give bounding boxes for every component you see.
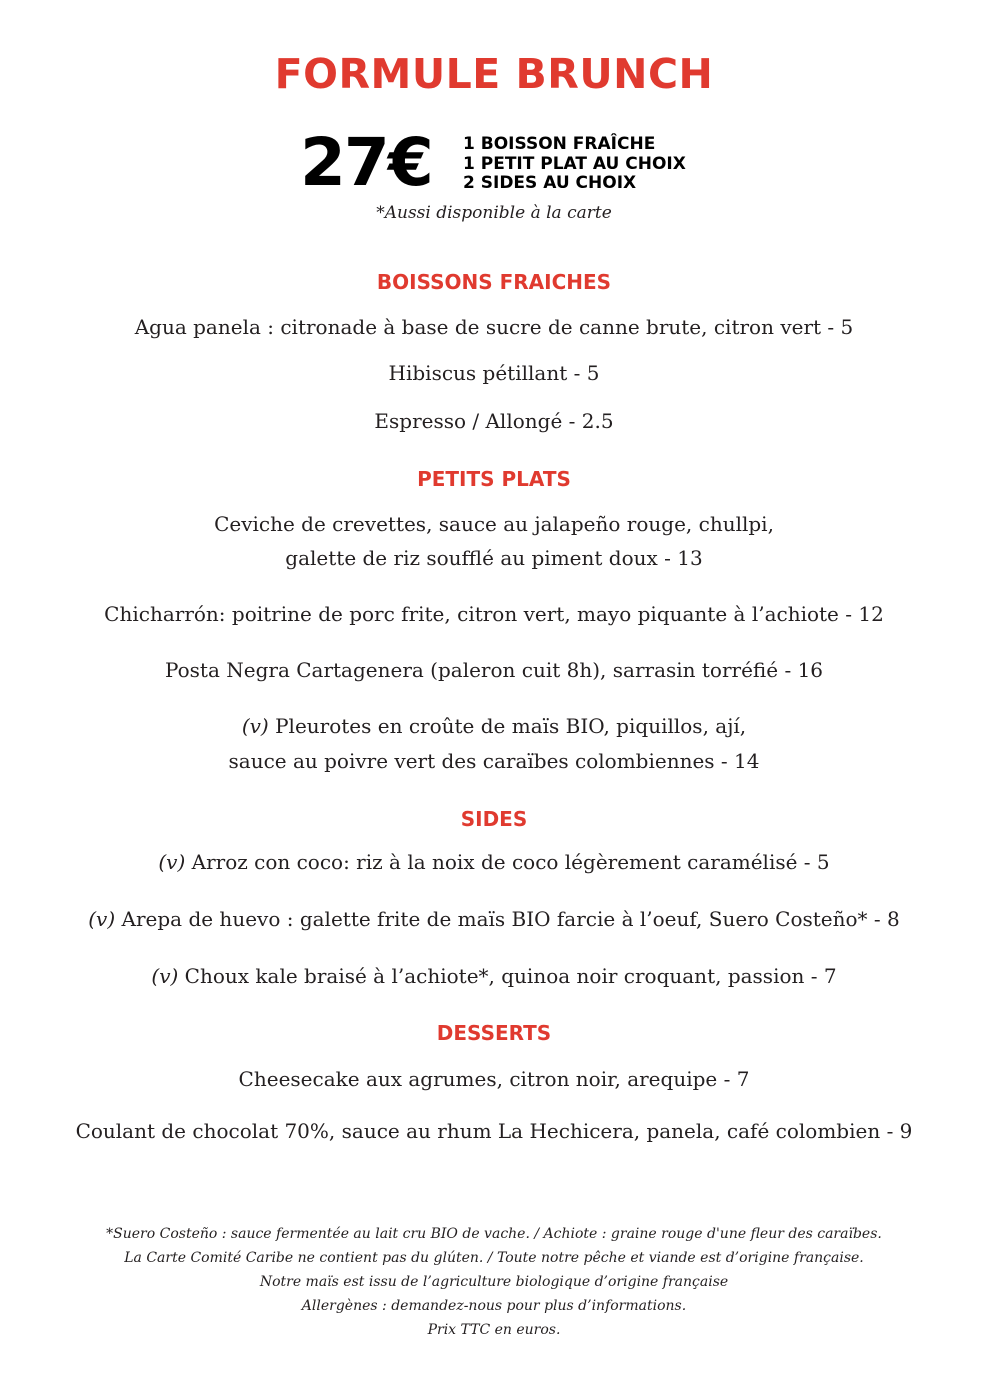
vegetarian-marker: (v) xyxy=(241,714,269,738)
formula-include-sides: 2 SIDES AU CHOIX xyxy=(463,173,637,193)
section-title-sides: SIDES xyxy=(460,807,528,831)
menu-item xyxy=(0,959,988,994)
formula-note: *Aussi disponible à la carte xyxy=(376,203,612,223)
menu-item xyxy=(0,902,988,937)
vegetarian-marker: (v) xyxy=(158,850,186,874)
menu-item: Posta Negra Cartagenera (paleron cuit 8h), sarrasin torréfié - 16 xyxy=(164,658,824,682)
footer-line: *Suero Costeño : sauce fermentée au lait cru BIO de vache. / Achiote : graine rouge d'une fleur des caraïbes. xyxy=(106,1226,882,1242)
section-title-petits-plats: PETITS PLATS xyxy=(417,467,571,491)
formula-include-dish: 1 PETIT PLAT AU CHOIX xyxy=(463,153,686,174)
menu-item-line: Ceviche de crevettes, sauce au jalapeño rouge, chullpi, xyxy=(214,512,774,536)
menu-item: Cheesecake aux agrumes, citron noir, arequipe - 7 xyxy=(238,1067,750,1091)
menu-item xyxy=(0,845,988,880)
menu-item-line xyxy=(0,709,988,744)
section-title-boissons: BOISSONS FRAICHES xyxy=(376,270,612,294)
menu-item-text: Choux kale braisé à l’achiote*, quinoa noir croquant, passion - 7 xyxy=(178,964,837,988)
footer-line: Notre maïs est issu de l’agriculture biologique d’origine française xyxy=(259,1274,729,1290)
menu-item: Agua panela : citronade à base de sucre de canne brute, citron vert - 5 xyxy=(134,315,854,339)
footer-line: Allergènes : demandez-nous pour plus d’informations. xyxy=(301,1298,687,1314)
menu-item-text: Arepa de huevo : galette frite de maïs BIO farcie à l’oeuf, Suero Costeño* - 8 xyxy=(115,907,900,931)
formula-includes xyxy=(463,135,763,194)
menu-item-text: Arroz con coco: riz à la noix de coco légèrement caramélisé - 5 xyxy=(185,850,830,874)
menu-item: Coulant de chocolat 70%, sauce au rhum La Hechicera, panela, café colombien - 9 xyxy=(75,1119,913,1143)
section-title-desserts: DESSERTS xyxy=(436,1021,552,1045)
menu-item-text: Pleurotes en croûte de maïs BIO, piquillos, ají, xyxy=(268,714,747,738)
formula-include-drink: 1 BOISSON FRAÎCHE xyxy=(463,134,656,154)
menu-item: Espresso / Allongé - 2.5 xyxy=(374,409,614,433)
footer-line: La Carte Comité Caribe ne contient pas du glúten. / Toute notre pêche et viande est d’origine française. xyxy=(124,1250,864,1266)
formula-price: 27€ xyxy=(300,124,432,201)
footer-line: Prix TTC en euros. xyxy=(427,1322,561,1338)
vegetarian-marker: (v) xyxy=(88,907,116,931)
menu-item-line: galette de riz soufflé au piment doux - 13 xyxy=(285,546,703,570)
vegetarian-marker: (v) xyxy=(151,964,179,988)
menu-item: Chicharrón: poitrine de porc frite, citron vert, mayo piquante à l’achiote - 12 xyxy=(104,602,884,626)
menu-item: Hibiscus pétillant - 5 xyxy=(388,361,600,385)
menu-item-line: sauce au poivre vert des caraïbes colombiennes - 14 xyxy=(228,749,760,773)
footer-notes xyxy=(0,1222,988,1342)
menu-title: FORMULE BRUNCH xyxy=(274,50,714,98)
